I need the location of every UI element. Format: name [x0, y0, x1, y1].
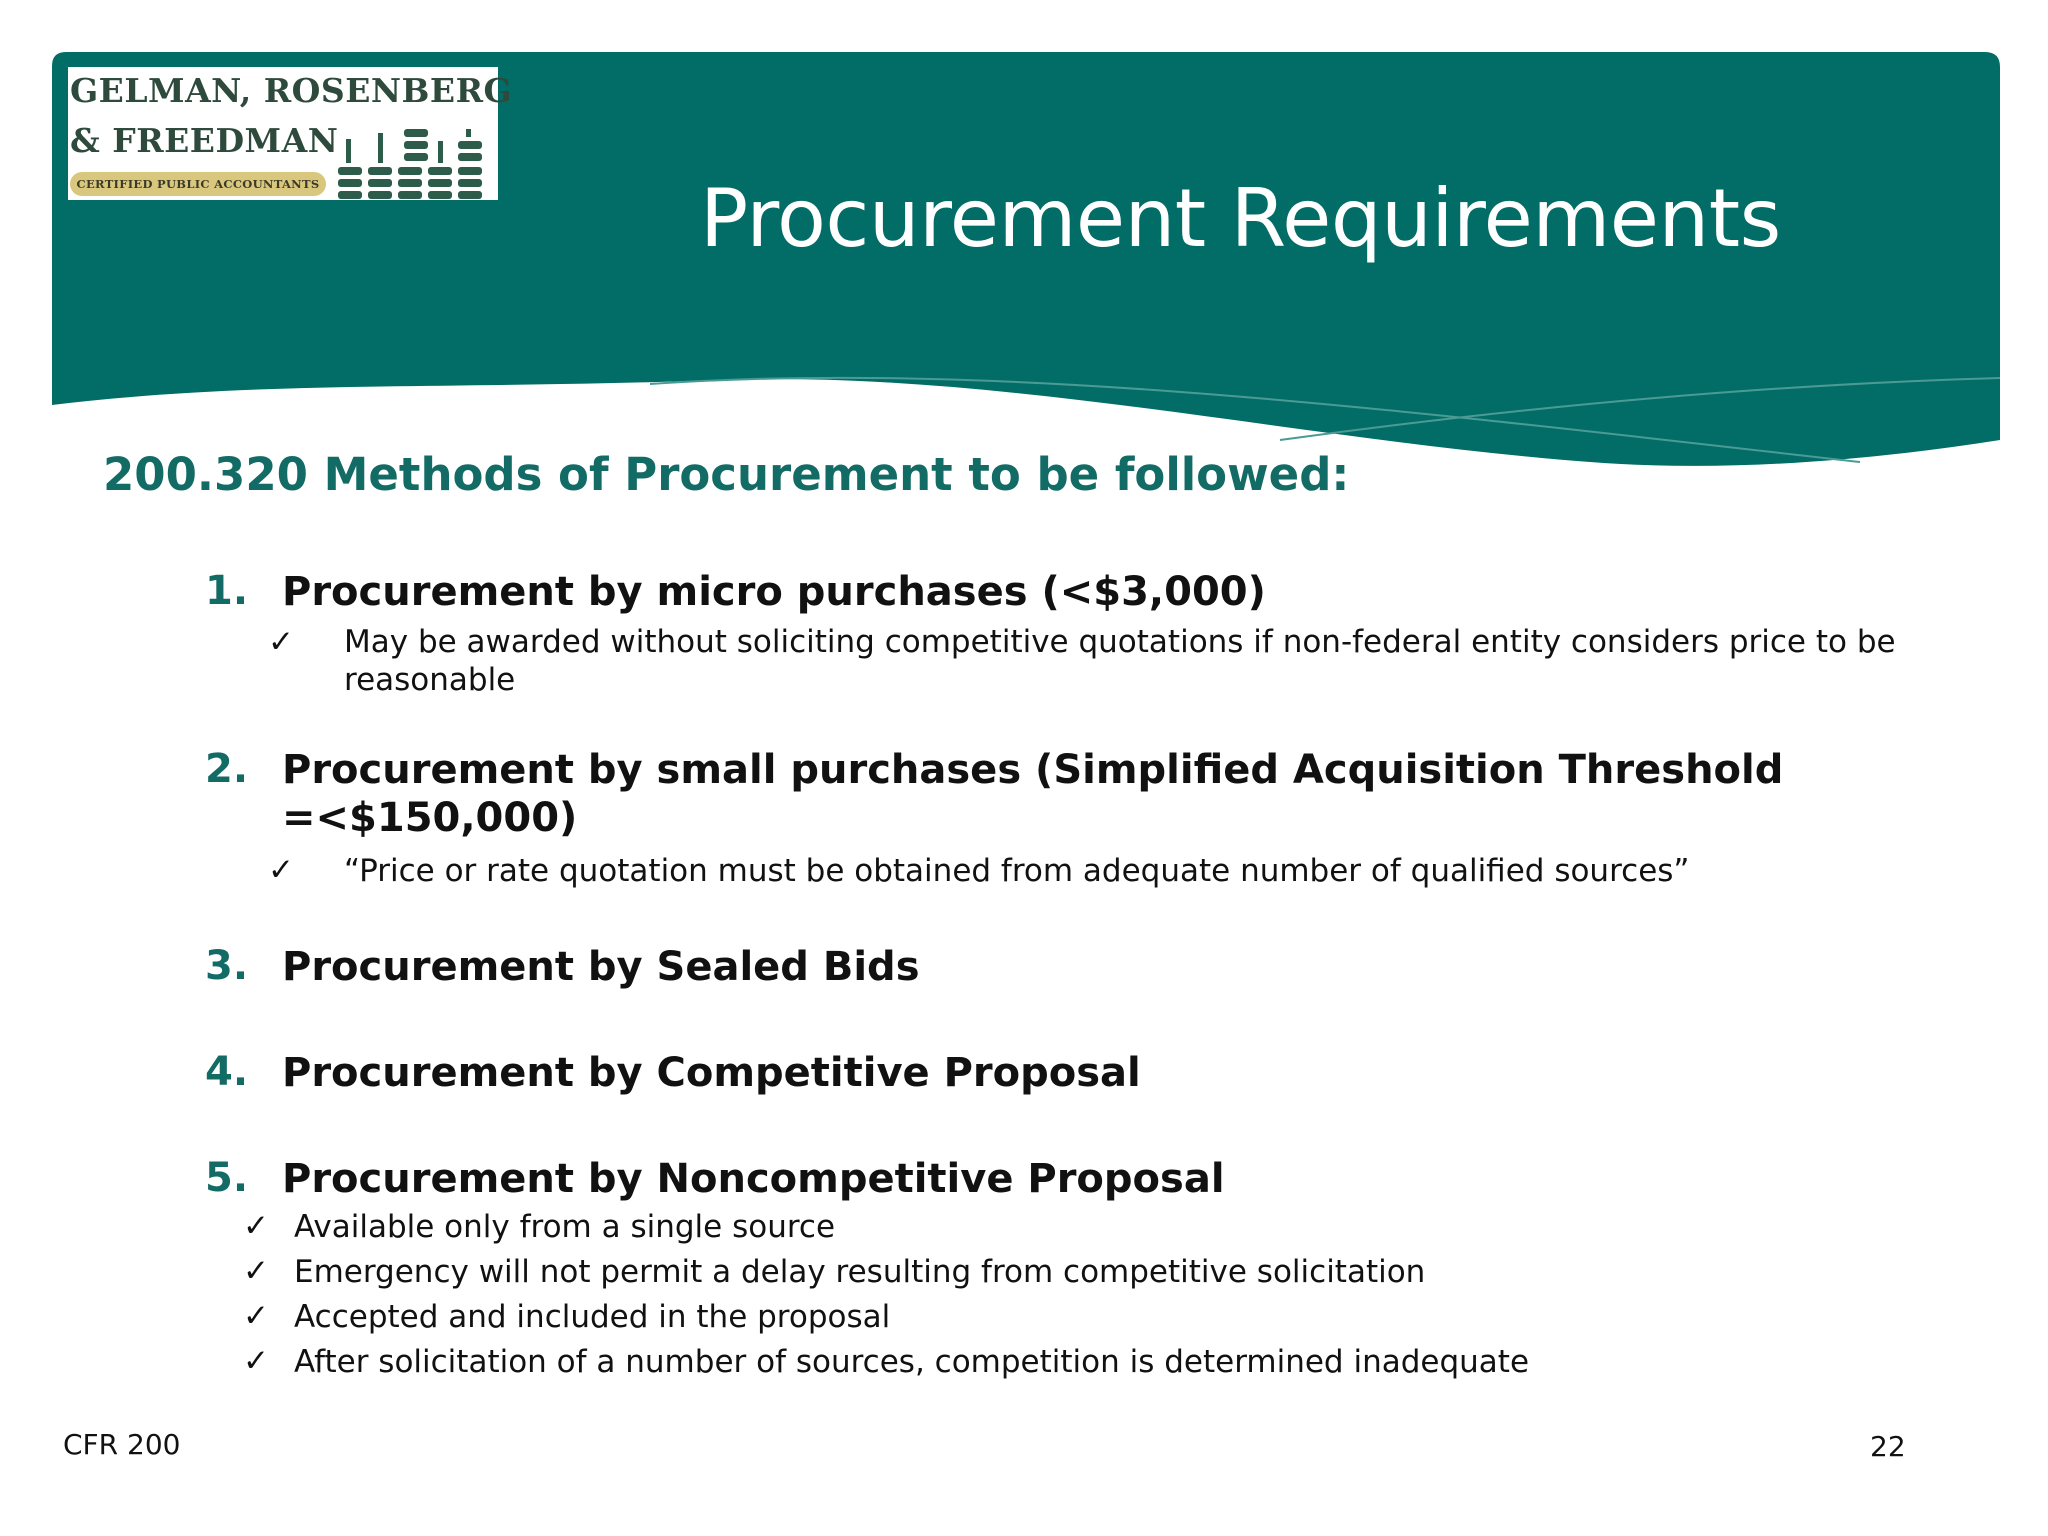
checkmark-icon: ✓ — [268, 624, 294, 660]
item-text: Procurement by small purchases (Simplified Acquisition Threshold — [282, 747, 1784, 793]
page-number: 22 — [1870, 1430, 1906, 1463]
logo-text-line1: GELMAN, ROSENBERG — [70, 71, 513, 110]
item-number: 4. — [205, 1049, 249, 1095]
item-number: 3. — [205, 943, 249, 989]
checkmark-icon: ✓ — [243, 1208, 269, 1244]
checkmark-icon: ✓ — [268, 852, 294, 888]
slide-title: Procurement Requirements — [700, 172, 1781, 265]
item-text: Procurement by Competitive Proposal — [282, 1050, 1141, 1096]
logo-text-line2: & FREEDMAN — [70, 121, 339, 160]
item-number: 2. — [205, 746, 249, 792]
sub-bullet-text: May be awarded without soliciting competitive quotations if non-federal entity considers price to be — [344, 624, 1896, 660]
sub-bullet-text: “Price or rate quotation must be obtained from adequate number of qualified sources” — [344, 853, 1690, 889]
checkmark-icon: ✓ — [243, 1253, 269, 1289]
checkmark-icon: ✓ — [243, 1298, 269, 1334]
sub-bullet-text: Accepted and included in the proposal — [294, 1299, 891, 1335]
item-number: 5. — [205, 1155, 249, 1201]
sub-bullet-text: Available only from a single source — [294, 1209, 836, 1245]
checkmark-icon: ✓ — [243, 1343, 269, 1379]
logo-tagline: CERTIFIED PUBLIC ACCOUNTANTS — [70, 172, 326, 196]
item-text: Procurement by Sealed Bids — [282, 944, 920, 990]
section-heading: 200.320 Methods of Procurement to be followed: — [103, 448, 1350, 501]
abacus-icon — [338, 127, 498, 199]
sub-bullet-text: After solicitation of a number of sources, competition is determined inadequate — [294, 1344, 1530, 1380]
sub-bullet-text: reasonable — [344, 662, 516, 698]
item-text: Procurement by micro purchases (<$3,000) — [282, 569, 1266, 615]
item-text: Procurement by Noncompetitive Proposal — [282, 1156, 1225, 1202]
company-logo — [68, 67, 513, 200]
item-number: 1. — [205, 568, 249, 614]
sub-bullet-text: Emergency will not permit a delay resulting from competitive solicitation — [294, 1254, 1426, 1290]
footer-source: CFR 200 — [63, 1428, 181, 1461]
item-text-continuation: =<$150,000) — [282, 795, 578, 841]
